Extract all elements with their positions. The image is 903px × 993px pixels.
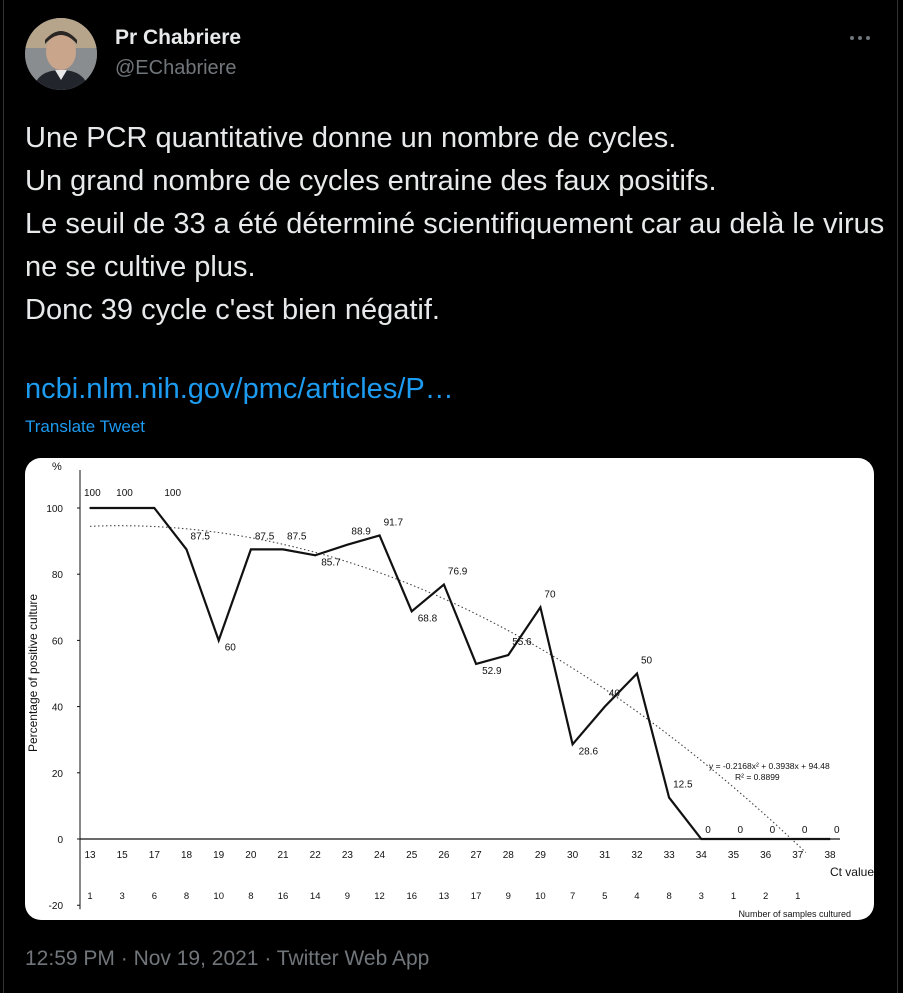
samples-cultured-label: 17 bbox=[470, 891, 482, 902]
data-label: 91.7 bbox=[383, 517, 404, 529]
data-point bbox=[829, 838, 831, 840]
data-label: 0 bbox=[801, 825, 808, 836]
data-point bbox=[765, 838, 767, 840]
x-tick-label: 27 bbox=[470, 850, 482, 861]
x-tick-label: 28 bbox=[502, 850, 514, 861]
trendline-equation: y = -0.2168x² + 0.3938x + 94.48 bbox=[709, 761, 830, 771]
secondary-x-axis-label: Number of samples cultured bbox=[738, 909, 851, 919]
data-point bbox=[475, 663, 477, 665]
data-label: 87.5 bbox=[190, 531, 210, 543]
x-tick-label: 18 bbox=[180, 850, 193, 861]
y-tick-label: -20 bbox=[48, 901, 63, 913]
x-tick-label: 26 bbox=[438, 850, 450, 861]
data-label: 87.5 bbox=[254, 531, 275, 543]
x-tick-label: 33 bbox=[663, 850, 675, 861]
samples-cultured-label: 4 bbox=[634, 891, 640, 902]
x-tick-label: 24 bbox=[374, 850, 386, 861]
x-tick-label: 35 bbox=[727, 850, 740, 861]
samples-cultured-label: 9 bbox=[344, 891, 351, 902]
data-point bbox=[572, 744, 574, 746]
chart-svg bbox=[25, 458, 874, 920]
y-tick-label: 0 bbox=[57, 835, 63, 846]
data-point bbox=[250, 549, 252, 551]
data-point bbox=[636, 673, 638, 675]
tweet-time[interactable]: 12:59 PM bbox=[25, 947, 115, 970]
data-label: 100 bbox=[116, 488, 133, 499]
trendline-r2: R² = 0.8899 bbox=[735, 772, 780, 782]
data-point bbox=[314, 555, 316, 557]
data-point bbox=[443, 584, 445, 586]
samples-cultured-label: 16 bbox=[406, 891, 418, 902]
data-point bbox=[507, 654, 509, 656]
x-tick-label: 37 bbox=[792, 850, 804, 861]
data-label: 52.9 bbox=[482, 665, 502, 677]
samples-cultured-label: 14 bbox=[309, 891, 321, 902]
samples-cultured-label: 3 bbox=[698, 891, 704, 902]
samples-cultured-label: 9 bbox=[505, 891, 511, 902]
x-tick-label: 21 bbox=[277, 850, 289, 861]
more-options-button[interactable] bbox=[846, 26, 874, 50]
y-axis-label: Percentage of positive culture bbox=[26, 593, 40, 753]
data-label: 40 bbox=[608, 688, 620, 700]
data-point bbox=[379, 535, 381, 537]
tweet-date[interactable]: Nov 19, 2021 bbox=[133, 947, 259, 970]
samples-cultured-label: 8 bbox=[248, 891, 254, 902]
data-label: 0 bbox=[705, 825, 711, 836]
samples-cultured-label: 1 bbox=[795, 891, 801, 902]
data-label: 0 bbox=[737, 825, 744, 836]
y-tick-label: 80 bbox=[51, 570, 63, 582]
avatar-image bbox=[25, 18, 97, 90]
x-axis-label: Ct value bbox=[829, 865, 874, 879]
samples-cultured-label: 1 bbox=[87, 891, 93, 902]
x-tick-label: 17 bbox=[148, 850, 160, 861]
samples-cultured-label: 10 bbox=[213, 891, 224, 902]
x-tick-label: 31 bbox=[599, 850, 611, 861]
x-tick-label: 32 bbox=[631, 850, 643, 861]
x-tick-label: 30 bbox=[567, 850, 579, 861]
y-tick-label: 100 bbox=[46, 504, 63, 515]
tweet-footer bbox=[25, 947, 429, 971]
y-tick-label: 40 bbox=[51, 702, 63, 714]
author-handle[interactable]: @EChabriere bbox=[115, 57, 237, 79]
data-label: 100 bbox=[84, 488, 101, 499]
data-point bbox=[154, 507, 156, 509]
y-tick-label: 60 bbox=[51, 636, 63, 648]
samples-cultured-label: 12 bbox=[374, 891, 385, 902]
samples-cultured-label: 8 bbox=[183, 891, 190, 902]
data-label: 55.6 bbox=[512, 636, 532, 648]
x-tick-label: 22 bbox=[309, 850, 321, 861]
author-name[interactable]: Pr Chabriere bbox=[115, 26, 242, 49]
samples-cultured-label: 13 bbox=[438, 891, 450, 902]
samples-cultured-label: 6 bbox=[151, 891, 157, 902]
data-point bbox=[733, 838, 735, 840]
tweet-text: Une PCR quantitative donne un nombre de cycles. Un grand nombre de cycles entraine des faux positifs. Le seuil de 33 a été déterminé scientifiquement car au delà le virus ne se cultive plus. Donc 39 cycle c'est bien négatif. bbox=[25, 122, 885, 326]
data-point bbox=[411, 610, 413, 612]
translate-tweet-link[interactable]: Translate Tweet bbox=[25, 417, 146, 436]
x-tick-label: 20 bbox=[245, 850, 257, 861]
data-point bbox=[218, 640, 220, 642]
x-tick-label: 15 bbox=[116, 850, 128, 861]
data-point bbox=[347, 544, 349, 546]
samples-cultured-label: 10 bbox=[535, 891, 546, 902]
data-point bbox=[668, 797, 670, 799]
tweet-media-chart[interactable] bbox=[25, 458, 874, 920]
data-point bbox=[701, 838, 703, 840]
article-link[interactable]: ncbi.nlm.nih.gov/pmc/articles/P… bbox=[25, 373, 454, 405]
x-tick-label: 34 bbox=[695, 850, 707, 861]
samples-cultured-label: 5 bbox=[602, 891, 608, 902]
x-tick-label: 23 bbox=[341, 850, 353, 861]
y-unit-label: % bbox=[52, 461, 62, 473]
data-point bbox=[121, 507, 123, 509]
data-point bbox=[186, 549, 188, 551]
samples-cultured-label: 7 bbox=[569, 891, 576, 902]
tweet-source: Twitter Web App bbox=[276, 947, 430, 970]
data-label: 50 bbox=[640, 655, 653, 667]
avatar[interactable] bbox=[25, 18, 97, 90]
separator: · bbox=[114, 947, 134, 970]
data-point bbox=[282, 549, 284, 551]
data-point bbox=[604, 706, 606, 708]
samples-cultured-label: 8 bbox=[666, 891, 672, 902]
x-tick-label: 38 bbox=[824, 850, 836, 861]
y-tick-label: 20 bbox=[51, 768, 63, 780]
data-label: 28.6 bbox=[578, 746, 599, 758]
data-label: 68.8 bbox=[417, 613, 438, 625]
separator: · bbox=[258, 947, 277, 970]
data-point bbox=[89, 507, 91, 509]
data-label: 70 bbox=[544, 589, 556, 601]
data-label: 85.7 bbox=[321, 557, 341, 569]
x-tick-label: 29 bbox=[534, 850, 546, 861]
data-label: 88.9 bbox=[351, 526, 371, 538]
data-label: 12.5 bbox=[673, 779, 693, 791]
data-label: 0 bbox=[769, 825, 776, 836]
x-tick-label: 19 bbox=[213, 850, 225, 861]
samples-cultured-label: 2 bbox=[763, 891, 769, 902]
samples-cultured-label: 3 bbox=[119, 891, 125, 902]
samples-cultured-label: 16 bbox=[277, 891, 289, 902]
data-label: 76.9 bbox=[447, 566, 468, 578]
more-dots-icon bbox=[846, 26, 874, 50]
data-label: 87.5 bbox=[287, 531, 307, 543]
x-tick-label: 36 bbox=[760, 850, 772, 861]
x-tick-label: 25 bbox=[406, 850, 418, 861]
x-tick-label: 13 bbox=[84, 850, 96, 861]
series-line bbox=[90, 508, 830, 839]
data-label: 60 bbox=[224, 642, 236, 654]
samples-cultured-label: 1 bbox=[730, 891, 737, 902]
data-point bbox=[797, 838, 799, 840]
data-label: 100 bbox=[164, 488, 182, 499]
data-label: 0 bbox=[834, 825, 840, 836]
data-point bbox=[540, 607, 542, 609]
